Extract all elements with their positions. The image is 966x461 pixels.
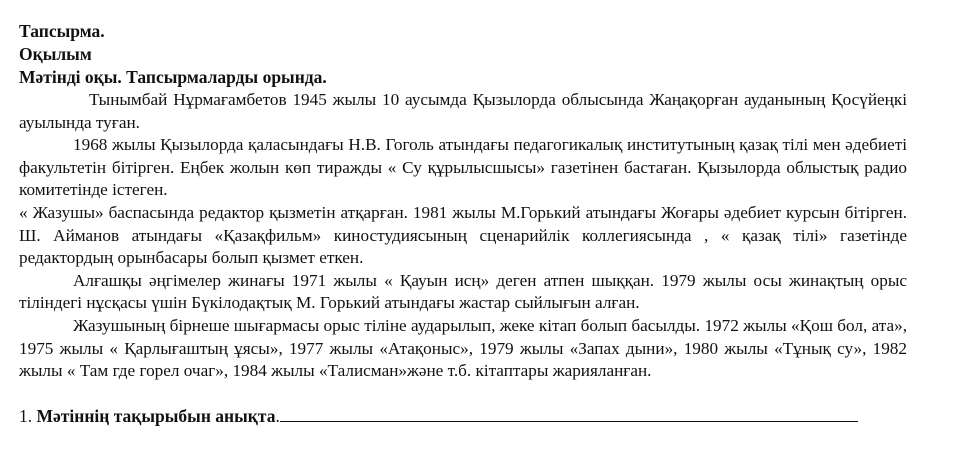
task-heading: Тапсырма.	[19, 21, 105, 41]
question-1-period: .	[275, 405, 280, 426]
spacer	[19, 383, 907, 405]
answer-blank-line[interactable]	[280, 406, 858, 422]
instruction-heading: Мәтінді оқы. Тапсырмаларды орында.	[19, 67, 327, 87]
paragraph-1: Тынымбай Нұрмағамбетов 1945 жылы 10 аусымда Қызылорда облысында Жаңақорған ауданының Қосүйеңкі ауылында туған.	[19, 90, 907, 132]
paragraph-3: « Жазушы» баспасында редактор қызметін атқарған. 1981 жылы М.Горький атындағы Жоғары әдебиет курсын бітірген. Ш. Айманов атындағы «Қазақфильм» киностудиясының сценарийлік коллегиясында , « қазақ тілі» газетінде редактордың орынбасары болып қызмет еткен.	[19, 202, 907, 268]
reading-heading: Оқылым	[19, 44, 92, 64]
question-1-label: Мәтіннің тақырыбын анықта	[36, 405, 276, 426]
document-page	[19, 20, 907, 428]
question-1-number: 1.	[19, 405, 37, 426]
paragraph-5: Жазушының бірнеше шығармасы орыс тіліне аударылып, жеке кітап болып басылды. 1972 жылы «Қош бол, ата», 1975 жылы « Қарлығаштың ұясы», 1977 жылы «Атақоныс», 1979 жылы «Запах дыни», 1980 жылы «Тұнық су», 1982 жылы « Там где горел очаг», 1984 жылы «Талисман»және т.б. кітаптары жарияланған.	[19, 315, 907, 381]
paragraph-2: 1968 жылы Қызылорда қаласындағы Н.В. Гоголь атындағы педагогикалық институтының қазақ тілі мен әдебиеті факультетін бітірген. Еңбек жолын көп тиражды « Су құрылысшысы» газетінен бастаған. Қызылорда облыстық радио комитетінде істеген.	[19, 135, 907, 200]
question-1	[19, 405, 907, 428]
paragraph-4: Алғашқы әңгімелер жинағы 1971 жылы « Қауын исң» деген атпен шыққан. 1979 жылы осы жинақтың орыс тіліндегі нұсқасы үшін Бүкілодақтық М. Горький атындағы жастар сыйлығын алған.	[19, 270, 907, 313]
